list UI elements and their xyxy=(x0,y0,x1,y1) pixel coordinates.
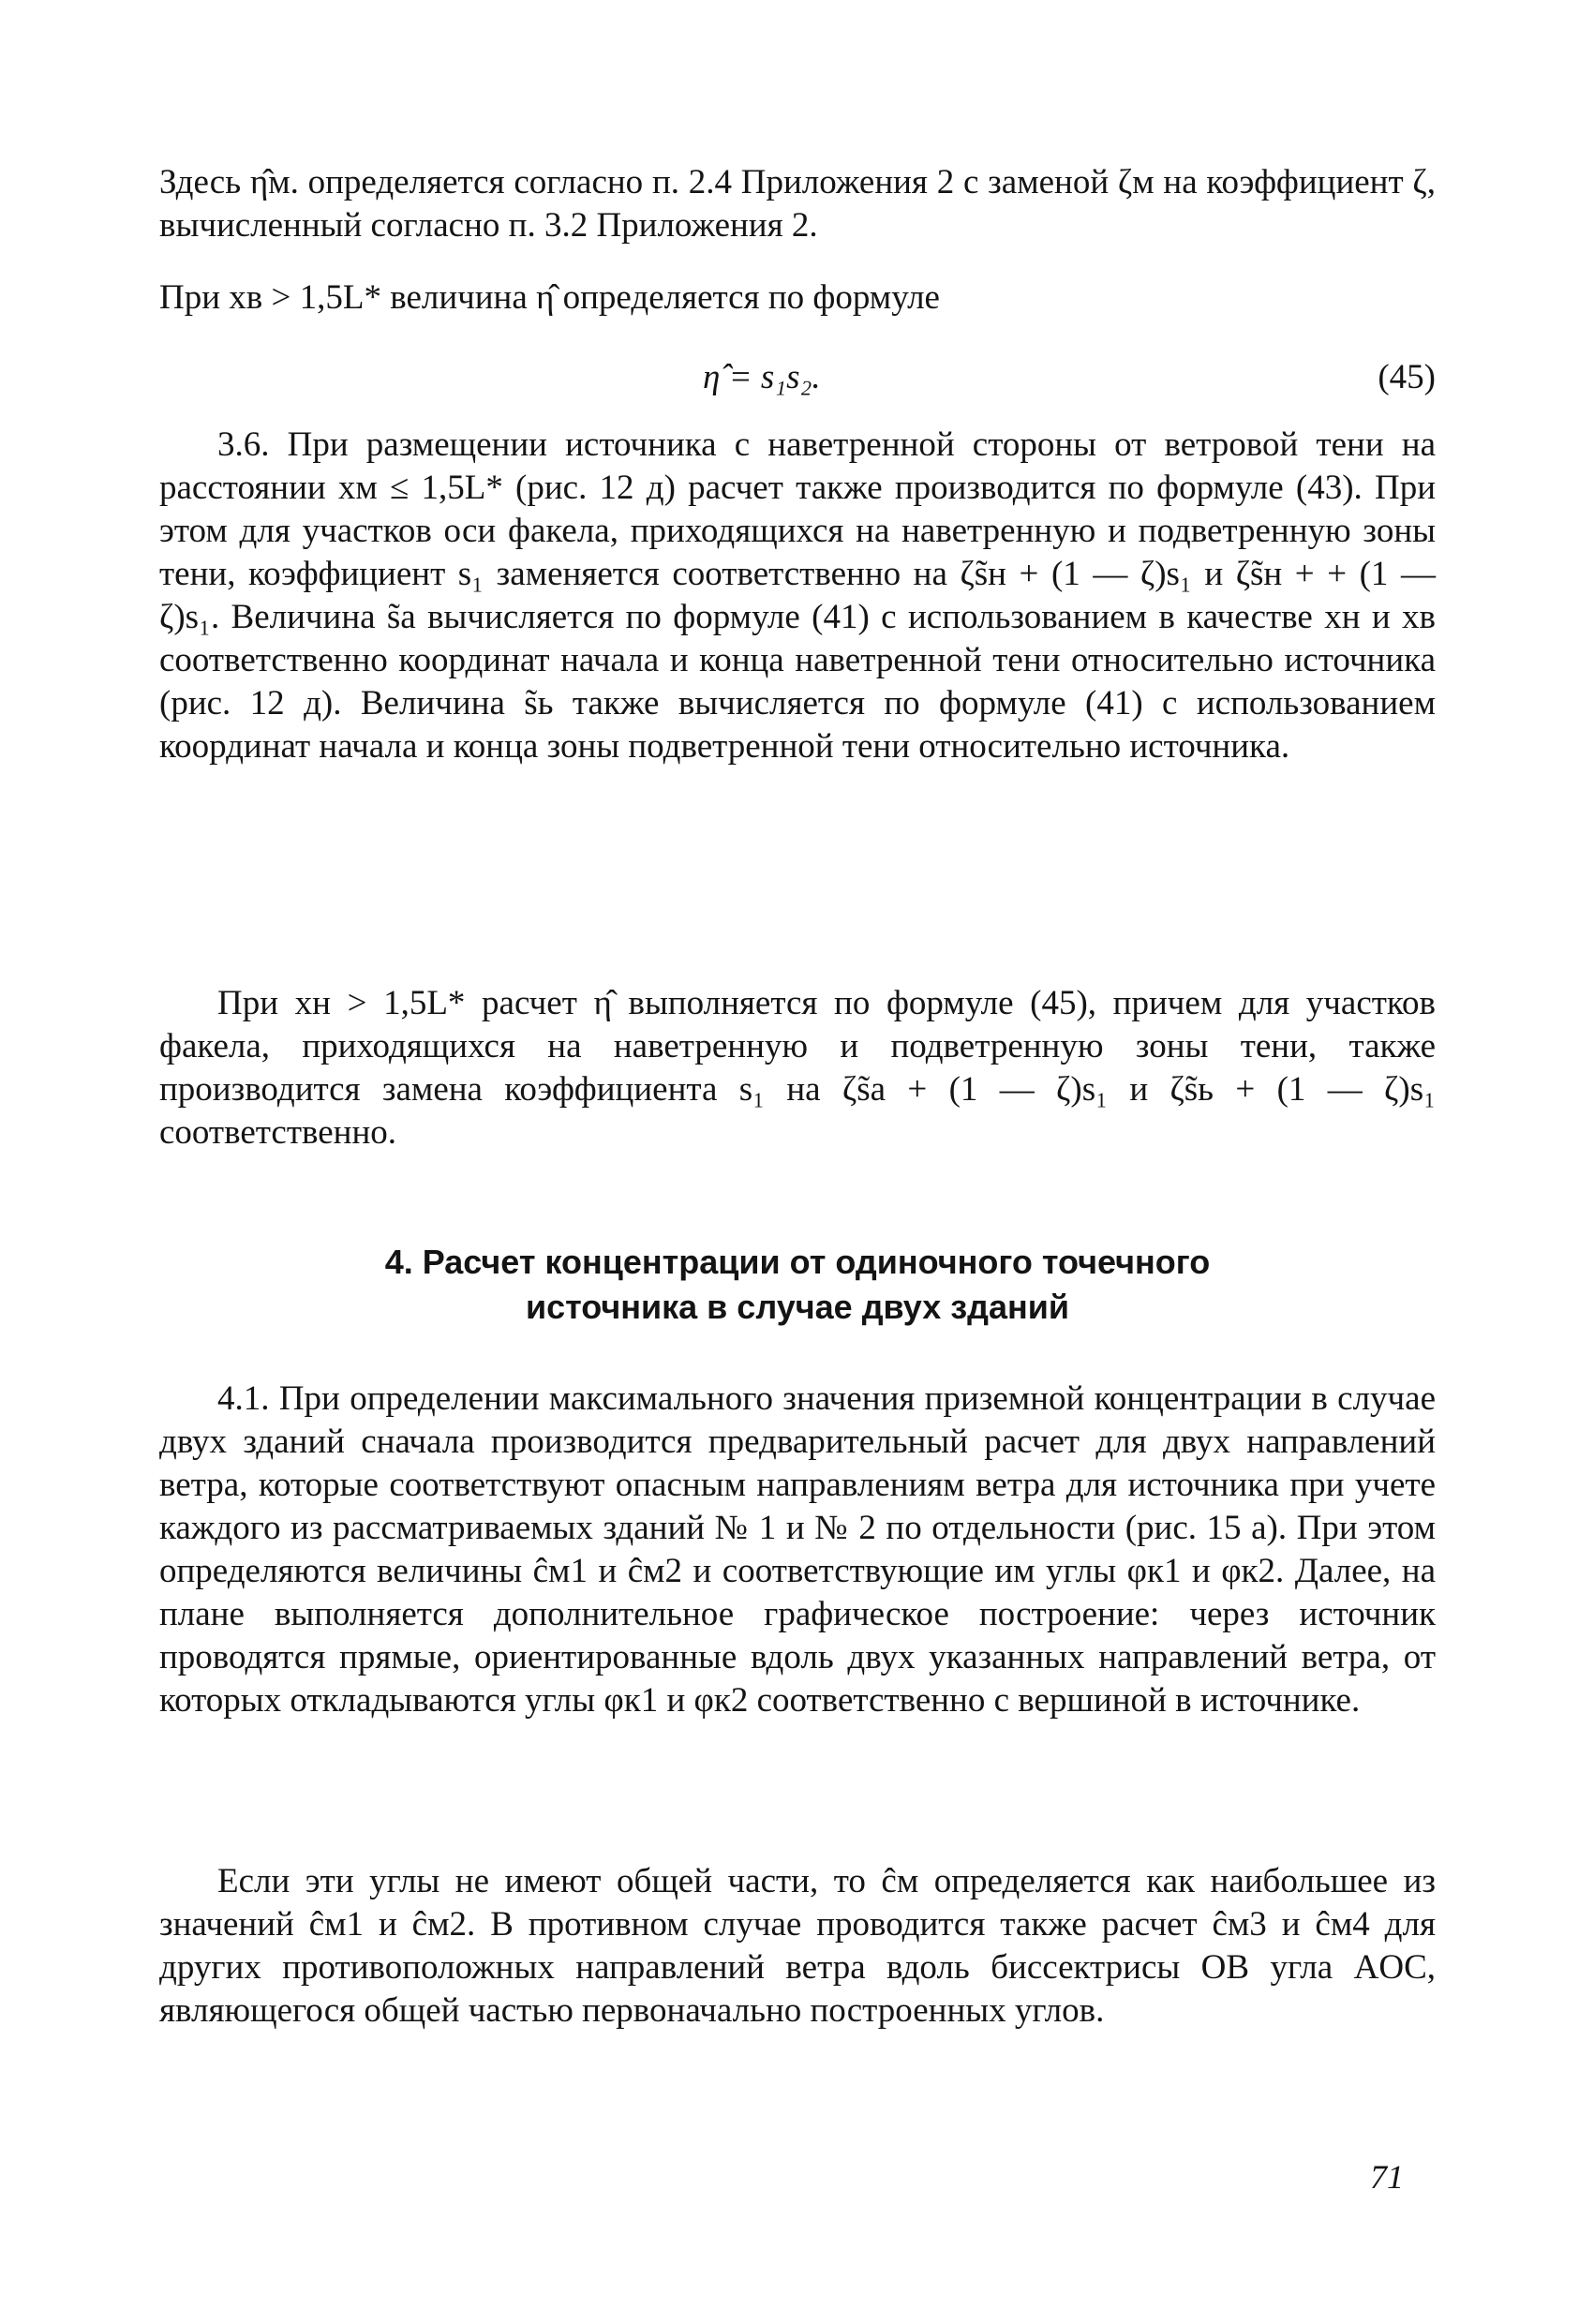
section-heading-line-1: 4. Расчет концентрации от одиночного точечного xyxy=(384,1243,1211,1281)
formula-expression: η̂ = s₁s₂. xyxy=(703,358,821,396)
section-heading xyxy=(159,1240,1436,1330)
section-heading-line-2: источника в случае двух зданий xyxy=(525,1288,1070,1326)
paragraph-calculation-xn: При xн > 1,5L* расчет η̂ выполняется по формуле (45), причем для участков факела, приходящихся на наветренную и подветренную зоны тени, также производится замена коэффициента s₁ на ζs̃а + (1 — ζ)s₁ и ζs̃ь + (1 — ζ)s₁ соответственно. xyxy=(159,984,1436,1152)
formula-number: (45) xyxy=(1378,358,1436,396)
page-number: 71 xyxy=(1370,2158,1404,2196)
paragraph-angles: Если эти углы не имеют общей части, то ĉм определяется как наибольшее из значений ĉм1 и ĉм2. В противном случае проводится также расчет ĉм3 и ĉм4 для других противоположных направлений ветра вдоль биссектрисы OB угла AOC, являющегося общей частью первоначально построенных углов. xyxy=(159,1862,1436,2030)
paragraph-3-6: 3.6. При размещении источника с наветренной стороны от ветровой тени на расстоянии xм ≤ 1,5L* (рис. 12 д) расчет также производится по формуле (43). При этом для участков оси факела, приходящихся на наветренную и подветренную зоны тени, коэффициент s₁ заменяется соответственно на ζs̃н + (1 — ζ)s₁ и ζs̃н + + (1 — ζ)s₁. Величина s̃а вычисляется по формуле (41) с использованием в качестве xн и xв соответственно координат начала и конца наветренной тени относительно источника (рис. 12 д). Величина s̃ь также вычисляется по формуле (41) с использованием координат начала и конца зоны подветренной тени относительно источника. xyxy=(159,425,1436,766)
paragraph-eta-definition: Здесь η̂м. определяется согласно п. 2.4 Приложения 2 с заменой ζм на коэффициент ζ, вычисленный согласно п. 3.2 Приложения 2. xyxy=(159,163,1436,245)
paragraph-4-1: 4.1. При определении максимального значения приземной концентрации в случае двух зданий сначала производится предварительный расчет для двух направлений ветра, которые соответствуют опасным направлениям ветра для источника при учете каждого из рассматриваемых зданий № 1 и № 2 по отдельности (рис. 15 а). При этом определяются величины ĉм1 и ĉм2 и соответствующие им углы φк1 и φк2. Далее, на плане выполняется дополнительное графическое построение: через источник проводятся прямые, ориентированные вдоль двух указанных направлений ветра, от которых откладываются углы φк1 и φк2 соответственно с вершиной в источнике. xyxy=(159,1379,1436,1720)
paragraph-formula-intro: При xв > 1,5L* величина η̂ определяется по формуле xyxy=(159,278,940,317)
